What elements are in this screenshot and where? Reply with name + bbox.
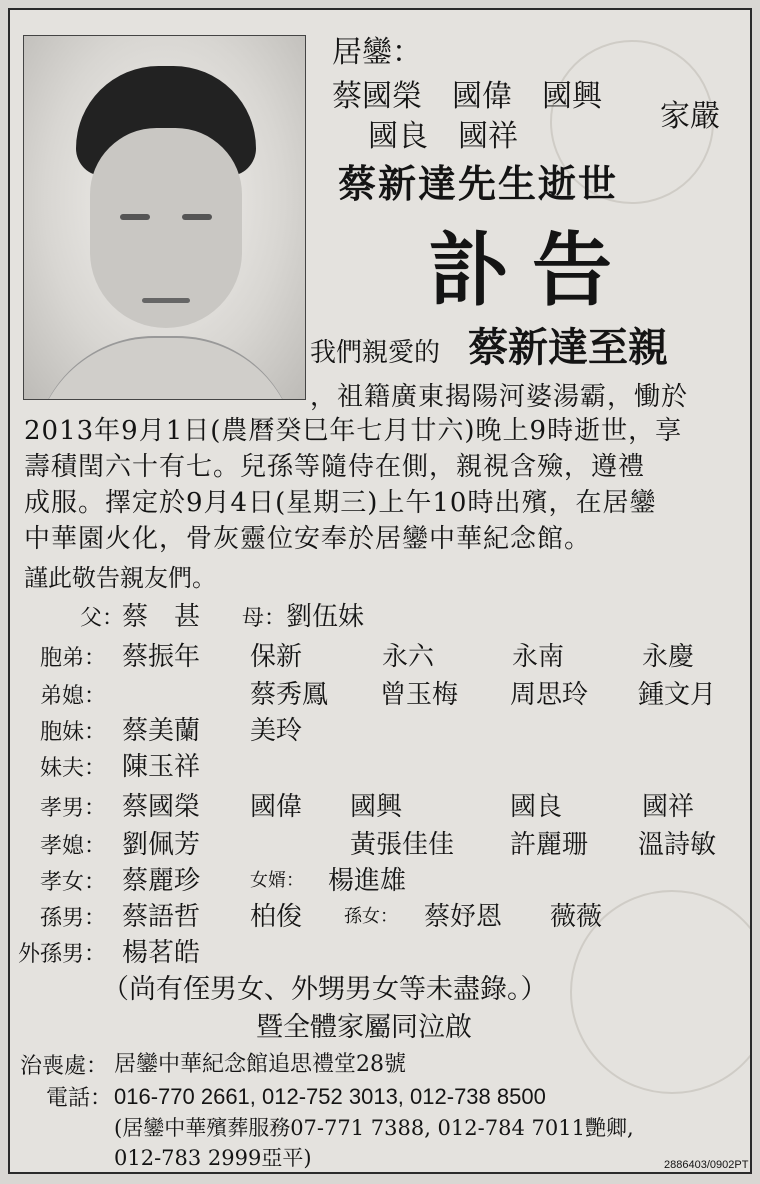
body-line: ，祖籍廣東揭陽河婆湯霸，慟於 bbox=[310, 382, 689, 412]
body-line: 2013年9月1日(農曆癸巳年七月廿六)晚上9時逝世，享 bbox=[24, 416, 683, 446]
brother-name: 蔡振年 bbox=[122, 642, 201, 672]
mother-label: 母： bbox=[242, 606, 287, 631]
ad-code: 2886403/0902PT bbox=[664, 1159, 749, 1171]
brother-name: 永慶 bbox=[642, 642, 695, 672]
grandson-name: 蔡語哲 bbox=[122, 902, 201, 932]
obituary-notice bbox=[8, 8, 752, 1174]
father-name: 蔡 甚 bbox=[122, 602, 201, 632]
signoff: 暨全體家屬同泣啟 bbox=[256, 1012, 472, 1043]
bil-label: 妹夫： bbox=[40, 756, 107, 781]
grandson-name: 柏俊 bbox=[250, 902, 303, 932]
headline: 蔡新達先生逝世 bbox=[338, 161, 619, 206]
location-label: 居鑾： bbox=[332, 35, 422, 70]
sil-name: 曾玉梅 bbox=[380, 680, 459, 710]
sister-name: 蔡美蘭 bbox=[122, 716, 201, 746]
brother-name: 保新 bbox=[250, 642, 303, 672]
son-name: 國興 bbox=[350, 792, 403, 822]
portrait-photo bbox=[23, 35, 306, 400]
ext-grandson-name: 楊茗皓 bbox=[122, 938, 201, 968]
brother-name: 永六 bbox=[382, 642, 435, 672]
deceased-name: 蔡新達至親 bbox=[468, 324, 668, 371]
service-contact: (居鑾中華殯葬服務07-771 7388, 012-784 7011艷卿, bbox=[114, 1116, 634, 1140]
soninlaw-label: 女婿： bbox=[250, 870, 304, 891]
closing-note: （尚有侄男女、外甥男女等未盡錄。） bbox=[102, 974, 548, 1005]
sil-name: 蔡秀鳳 bbox=[250, 680, 329, 710]
phone-label: 電話： bbox=[46, 1086, 113, 1111]
sons-line-1: 蔡國榮 國偉 國興 bbox=[332, 79, 602, 114]
bil-name: 陳玉祥 bbox=[122, 752, 201, 782]
sil-label: 弟媳： bbox=[40, 684, 107, 709]
sons-line-2: 國良 國祥 bbox=[368, 119, 518, 154]
dil-name: 劉佩芳 bbox=[122, 830, 201, 860]
daughter-label: 孝女： bbox=[40, 870, 107, 895]
daughter-name: 蔡麗珍 bbox=[122, 866, 201, 896]
ext-grandson-label: 外孫男： bbox=[18, 942, 107, 967]
body-line: 壽積閏六十有七。兒孫等隨侍在側，親視含殮，遵禮 bbox=[24, 452, 646, 482]
office-label: 治喪處： bbox=[20, 1054, 109, 1079]
son-name: 國祥 bbox=[642, 792, 695, 822]
granddaughter-name: 蔡妤恩 bbox=[424, 902, 503, 932]
son-name: 國良 bbox=[510, 792, 563, 822]
dil-label: 孝媳： bbox=[40, 834, 107, 859]
body-line: 成服。擇定於9月4日(星期三)上午10時出殯，在居鑾 bbox=[24, 488, 657, 518]
sil-name: 周思玲 bbox=[510, 680, 589, 710]
grandsons-label: 孫男： bbox=[40, 906, 107, 931]
service-contact-2: 012-783 2999亞平) bbox=[114, 1146, 312, 1170]
relation-label: 家嚴 bbox=[660, 99, 720, 134]
granddaughter-name: 薇薇 bbox=[550, 902, 603, 932]
brother-name: 永南 bbox=[512, 642, 565, 672]
sisters-label: 胞妹： bbox=[40, 720, 107, 745]
body-line: 中華園火化，骨灰靈位安奉於居鑾中華紀念館。 bbox=[24, 524, 592, 554]
son-name: 蔡國榮 bbox=[122, 792, 201, 822]
mother-name: 劉伍妹 bbox=[286, 602, 365, 632]
sons-label: 孝男： bbox=[40, 796, 107, 821]
page-title: 訃告 bbox=[428, 223, 636, 317]
sister-name: 美玲 bbox=[250, 716, 303, 746]
brothers-label: 胞弟： bbox=[40, 646, 107, 671]
father-label: 父： bbox=[80, 606, 125, 631]
dil-name: 許麗珊 bbox=[510, 830, 589, 860]
office-address: 居鑾中華紀念館追思禮堂28號 bbox=[114, 1052, 406, 1077]
sil-name: 鍾文月 bbox=[638, 680, 717, 710]
phone-numbers: 016-770 2661, 012-752 3013, 012-738 8500 bbox=[114, 1084, 546, 1109]
granddaughters-label: 孫女： bbox=[344, 906, 398, 927]
son-name: 國偉 bbox=[250, 792, 303, 822]
dil-name: 黃張佳佳 bbox=[350, 830, 455, 860]
dil-name: 溫詩敏 bbox=[638, 830, 717, 860]
intro-prefix: 我們親愛的 bbox=[310, 338, 441, 368]
soninlaw-name: 楊進雄 bbox=[328, 866, 407, 896]
notice-text: 謹此敬告親友們。 bbox=[24, 564, 216, 592]
